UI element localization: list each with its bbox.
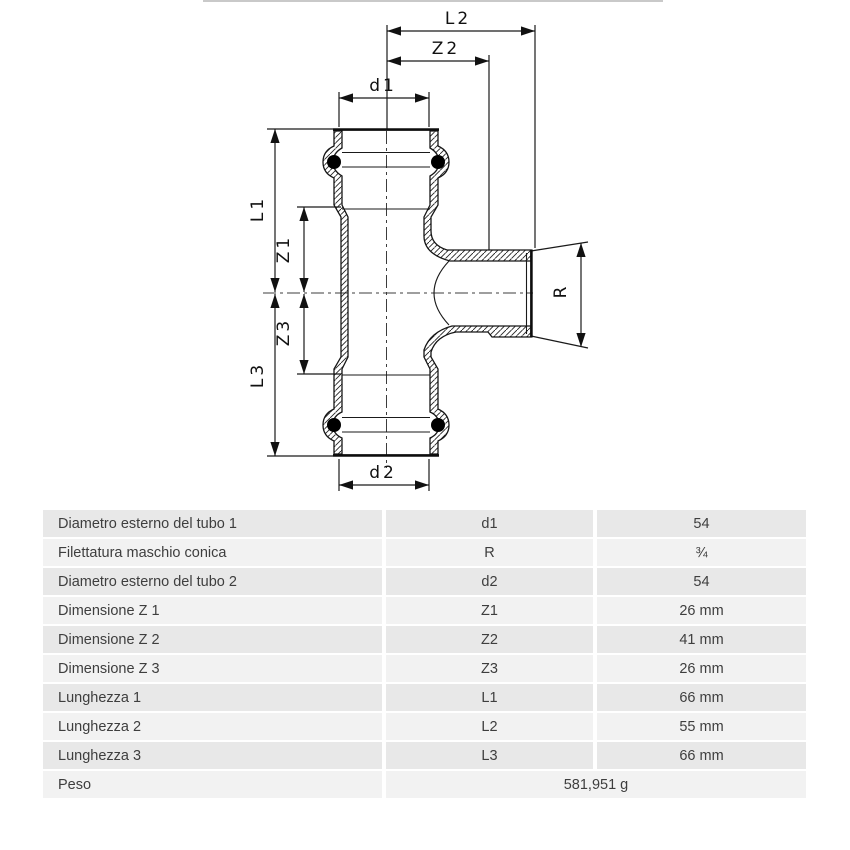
spec-symbol-cell: d1: [386, 510, 593, 537]
dim-label-Z1: Z1: [274, 234, 294, 264]
spec-name-cell: Dimensione Z 2: [43, 626, 382, 653]
spec-symbol-cell: Z1: [386, 597, 593, 624]
spec-symbol-cell: L2: [386, 713, 593, 740]
o-ring-top-left: [327, 155, 341, 169]
spec-symbol-cell: R: [386, 539, 593, 566]
spec-value-cell: 581,951 g: [386, 771, 806, 798]
dim-label-d2: d2: [369, 463, 397, 483]
spec-name-cell: Dimensione Z 1: [43, 597, 382, 624]
dim-label-d1: d1: [369, 76, 397, 96]
spec-name-cell: Filettatura maschio conica: [43, 539, 382, 566]
o-ring-bottom-left: [327, 418, 341, 432]
table-row: [43, 510, 806, 537]
table-row: [43, 568, 806, 595]
spec-symbol-cell: L3: [386, 742, 593, 769]
spec-value-cell: 55 mm: [597, 713, 806, 740]
spec-name-cell: Dimensione Z 3: [43, 655, 382, 682]
table-row: [43, 655, 806, 682]
o-ring-bottom-right: [431, 418, 445, 432]
o-ring-top-right: [431, 155, 445, 169]
spec-symbol-cell: L1: [386, 684, 593, 711]
dimension-arrows: [270, 26, 585, 489]
spec-symbol-cell: Z2: [386, 626, 593, 653]
dimension-labels: [248, 9, 571, 483]
table-row: [43, 539, 806, 566]
spec-name-cell: Diametro esterno del tubo 2: [43, 568, 382, 595]
extension-lines: [267, 25, 588, 491]
spec-value-cell: 54: [597, 568, 806, 595]
spec-symbol-cell: d2: [386, 568, 593, 595]
right-wall-upper: [424, 131, 531, 261]
dim-label-L1: L1: [248, 195, 268, 223]
spec-name-cell: Peso: [43, 771, 382, 798]
spec-value-cell: 41 mm: [597, 626, 806, 653]
dim-label-Z2: Z2: [431, 39, 461, 59]
spec-value-cell: 26 mm: [597, 655, 806, 682]
dim-label-L3: L3: [248, 361, 268, 389]
table-row: [43, 626, 806, 653]
table-row: [43, 771, 806, 798]
spec-value-cell: ¾: [597, 539, 806, 566]
table-row: [43, 713, 806, 740]
spec-symbol-cell: Z3: [386, 655, 593, 682]
spec-table: [43, 510, 806, 800]
right-wall-lower: [424, 326, 531, 454]
spec-name-cell: Diametro esterno del tubo 1: [43, 510, 382, 537]
spec-value-cell: 66 mm: [597, 742, 806, 769]
spec-value-cell: 54: [597, 510, 806, 537]
table-row: [43, 684, 806, 711]
dim-label-Z3: Z3: [274, 317, 294, 347]
dim-label-R: R: [551, 283, 571, 299]
table-row: [43, 597, 806, 624]
spec-name-cell: Lunghezza 1: [43, 684, 382, 711]
table-row: [43, 742, 806, 769]
spec-value-cell: 66 mm: [597, 684, 806, 711]
spec-value-cell: 26 mm: [597, 597, 806, 624]
dim-label-L2: L2: [444, 9, 472, 29]
spec-name-cell: Lunghezza 3: [43, 742, 382, 769]
spec-name-cell: Lunghezza 2: [43, 713, 382, 740]
